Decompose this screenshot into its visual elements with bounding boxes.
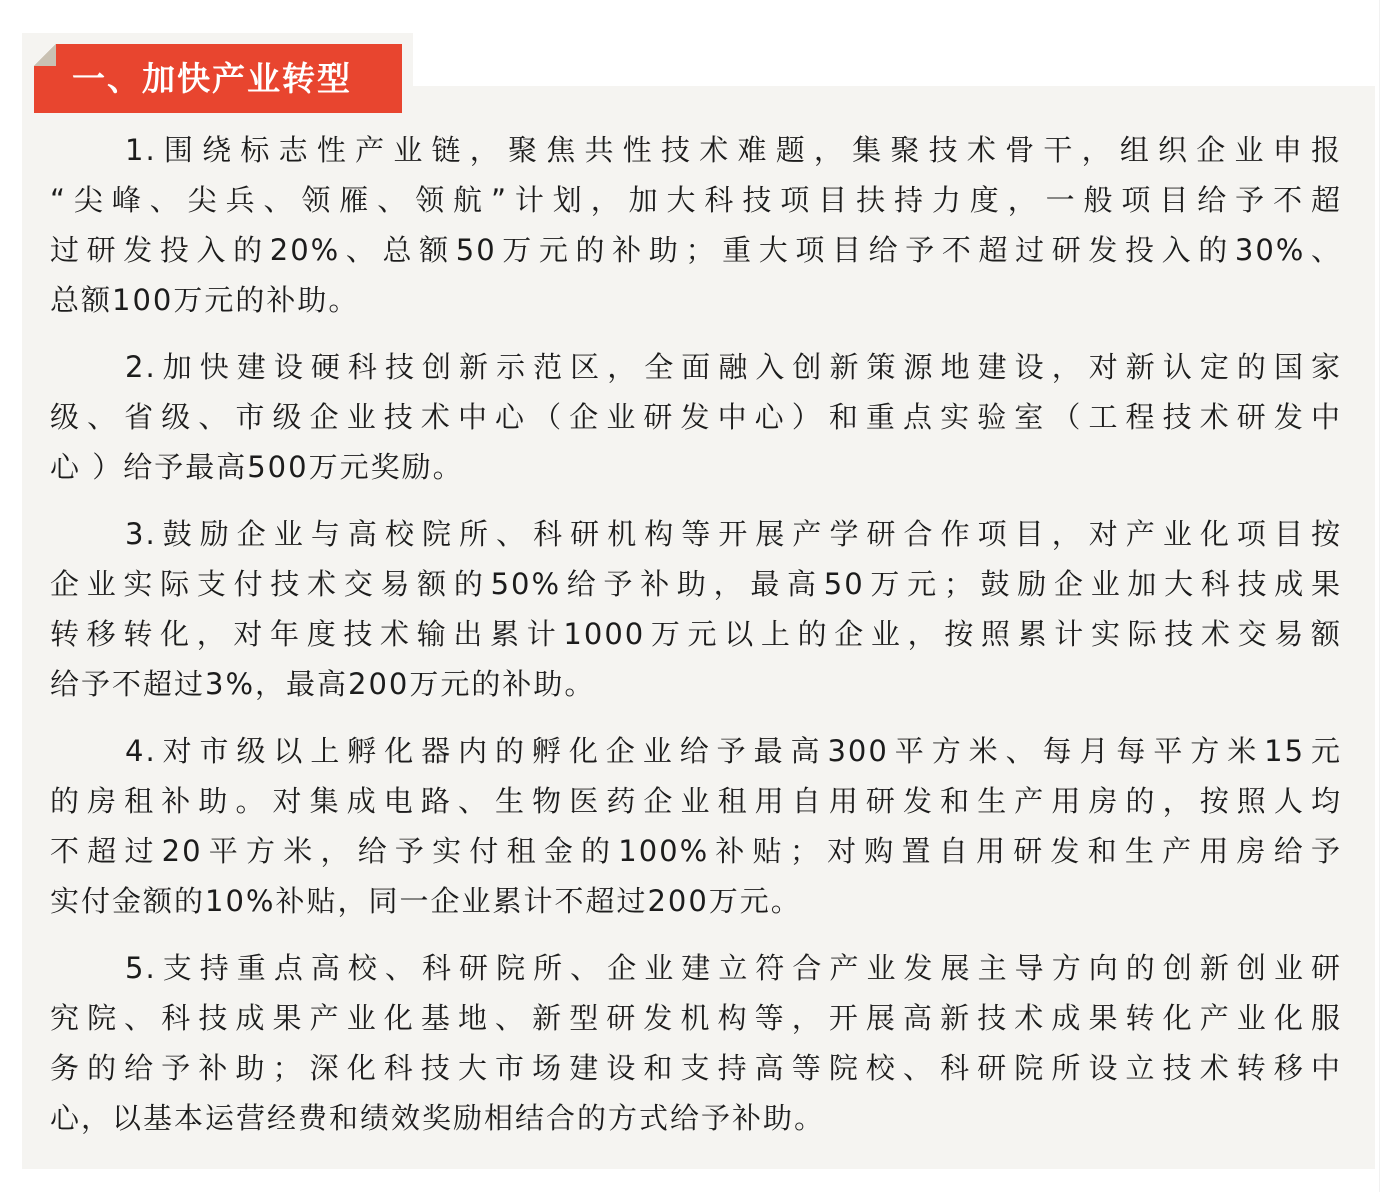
paragraph-4 (50, 726, 1342, 926)
paragraph-line: 究院、科技成果产业化基地、新型研发机构等，开展高新技术成果转化产业化服 (50, 1001, 1342, 1035)
paragraph-line: 务的给予补助；深化科技大市场建设和支持高等院校、科研院所设立技术转移中 (50, 1051, 1342, 1085)
panel-header-cutout (413, 33, 1375, 86)
paragraph-line: 3.鼓励企业与高校院所、科研机构等开展产学研合作项目，对产业化项目按 (125, 517, 1342, 551)
paragraph-1 (50, 125, 1342, 325)
paragraph-line: 2.加快建设硬科技创新示范区，全面融入创新策源地建设，对新认定的国家 (125, 350, 1342, 384)
paragraph-line: 5.支持重点高校、科研院所、企业建立符合产业发展主导方向的创新创业研 (125, 951, 1342, 985)
paragraph-line: 给予不超过3%，最高200万元的补助。 (50, 667, 596, 701)
paragraph-line: 转移转化，对年度技术输出累计1000万元以上的企业，按照累计实际技术交易额 (50, 617, 1342, 651)
paragraph-line: 4.对市级以上孵化器内的孵化企业给予最高300平方米、每月每平方米15元 (125, 734, 1342, 768)
paragraph-line: 的房租补助。对集成电路、生物医药企业租用自用研发和生产用房的，按照人均 (50, 784, 1342, 818)
paragraph-2 (50, 342, 1342, 492)
paragraph-line: 企业实际支付技术交易额的50%给予补助，最高50万元；鼓励企业加大科技成果 (50, 567, 1342, 601)
paragraph-line: 心，以基本运营经费和绩效奖励相结合的方式给予补助。 (50, 1101, 826, 1135)
paragraph-5 (50, 943, 1342, 1143)
paragraph-line: 级、省级、市级企业技术中心（企业研发中心）和重点实验室（工程技术研发中 (50, 400, 1342, 434)
paragraph-line: 实付金额的10%补贴，同一企业累计不超过200万元。 (50, 884, 802, 918)
paragraph-line: 总额100万元的补助。 (50, 283, 360, 317)
paragraph-line: 心 ）给予最高500万元奖励。 (50, 450, 464, 484)
paragraph-line: “尖峰、尖兵、领雁、领航”计划，加大科技项目扶持力度，一般项目给予不超 (50, 183, 1342, 217)
paragraph-line: 过研发投入的20%、总额50万元的补助；重大项目给予不超过研发投入的30%、 (50, 233, 1342, 267)
section-title: 一、加快产业转型 (72, 59, 352, 98)
paragraph-line: 不超过20平方米，给予实付租金的100%补贴；对购置自用研发和生产用房给予 (50, 834, 1342, 868)
section-body (50, 125, 1342, 1160)
folded-corner-icon (34, 44, 56, 66)
paragraph-line: 1.围绕标志性产业链，聚焦共性技术难题，集聚技术骨干，组织企业申报 (125, 133, 1342, 167)
page-edge-divider (1379, 0, 1380, 1192)
paragraph-3 (50, 509, 1342, 709)
